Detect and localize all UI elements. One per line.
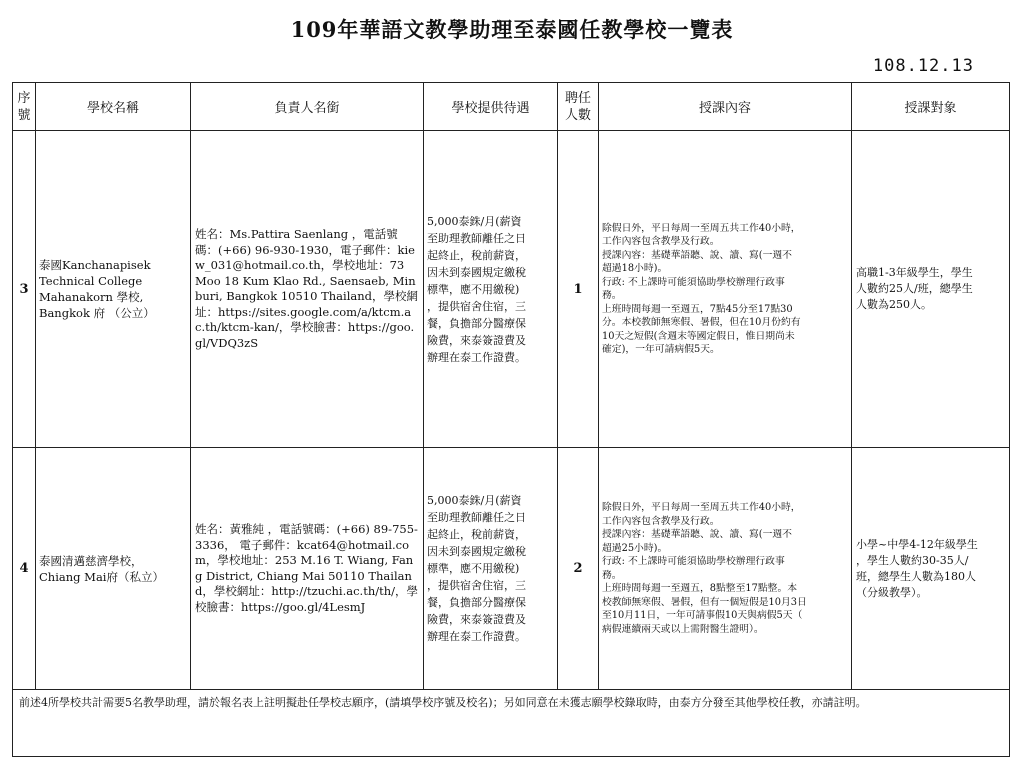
row-count: 2 xyxy=(558,448,599,690)
row-content: 除假日外，平日每周一至周五共工作40小時， 工作內容包含教學及行政。 授課內容：基礎華語聽、說、讀、寫(一週不 超過18小時)。 行政: 不上課時可能須協助學校辦理行政事 務。 上班時間每週一至週五，7點45分至17點30 分。本校教師無寒假、暑假，但在10月份約有 10天之短假(含週末等國定假日，惟日期尚未 確定)，一年可請病假5天。 xyxy=(599,131,852,448)
row-benefits: 5,000泰銖/月(薪資 至助理教師離任之日 起終止，稅前薪資， 因未到泰國規定繳稅 標準，應不用繳稅) ，提供宿舍住宿，三 餐，負擔部分醫療保 險費，來泰簽證費及 辦理在泰工作證費。 xyxy=(424,448,558,690)
table-row xyxy=(13,448,1010,690)
header-school-name: 學校名稱 xyxy=(36,83,191,131)
footer-row xyxy=(13,690,1010,757)
header-index: 序 號 xyxy=(13,83,36,131)
school-table xyxy=(12,82,1010,757)
row-benefits: 5,000泰銖/月(薪資 至助理教師離任之日 起終止，稅前薪資， 因未到泰國規定繳稅 標準，應不用繳稅) ，提供宿舍住宿，三 餐，負擔部分醫療保 險費，來泰簽證費及 辦理在泰工作證費。 xyxy=(424,131,558,448)
table-row xyxy=(13,131,1010,448)
header-benefits: 學校提供待遇 xyxy=(424,83,558,131)
document-date: 108.12.13 xyxy=(872,56,974,76)
row-contact: 姓名：Ms.Pattira Saenlang ，電話號碼：(+66) 96-930-1930，電子郵件：kiew_031@hotmail.co.th，學校地址：73 Moo 18 Kum Klao Rd., Saensaeb, Minburi, Bangkok 10510 Thailand，學校網址：https://sites.google.com/a/ktcm.ac.th/ktcm-kan/，學校臉書：https://goo.gl/VDQ3zS xyxy=(191,131,424,448)
row-content: 除假日外，平日每周一至周五共工作40小時， 工作內容包含教學及行政。 授課內容：基礎華語聽、說、讀、寫(一週不 超過25小時)。 行政: 不上課時可能須協助學校辦理行政事 務。 上班時間每週一至週五，8點整至17點整。本 校教師無寒假、暑假，但有一個短假是10月3日 至10月11日，一年可請事假10天與病假5天（ 病假連續兩天或以上需附醫生證明）。 xyxy=(599,448,852,690)
row-school-name: 泰國Kanchanapisek Technical College Mahanakorn 學校, Bangkok 府 （公立） xyxy=(36,131,191,448)
row-index: 4 xyxy=(13,448,36,690)
row-count: 1 xyxy=(558,131,599,448)
row-target: 高職1-3年級學生，學生 人數約25人/班，總學生 人數為250人。 xyxy=(852,131,1010,448)
header-content: 授課內容 xyxy=(599,83,852,131)
row-target: 小學~中學4-12年級學生 ，學生人數約30-35人/ 班，總學生人數為180人 （分級教學）。 xyxy=(852,448,1010,690)
row-contact: 姓名：黃雅純 ，電話號碼：(+66) 89-755-3336， 電子郵件：kcat64@hotmail.com，學校地址：253 M.16 T. Wiang, Fang District, Chiang Mai 50110 Thailand，學校網址：http://tzuchi.ac.th/th/，學校臉書：https://goo.gl/4LesmJ xyxy=(191,448,424,690)
header-target: 授課對象 xyxy=(852,83,1010,131)
table-header-row xyxy=(13,83,1010,131)
header-count: 聘任 人數 xyxy=(558,83,599,131)
row-school-name: 泰國清邁慈濟學校， Chiang Mai府（私立） xyxy=(36,448,191,690)
row-index: 3 xyxy=(13,131,36,448)
footer-note: 前述4所學校共計需要5名教學助理，請於報名表上註明擬赴任學校志願序，(請填學校序號及校名)；另如同意在未獲志願學校錄取時，由泰方分發至其他學校任教，亦請註明。 xyxy=(13,690,1010,757)
document-title: 109年華語文教學助理至泰國任教學校一覽表 xyxy=(290,17,734,42)
header-contact: 負責人名銜 xyxy=(191,83,424,131)
